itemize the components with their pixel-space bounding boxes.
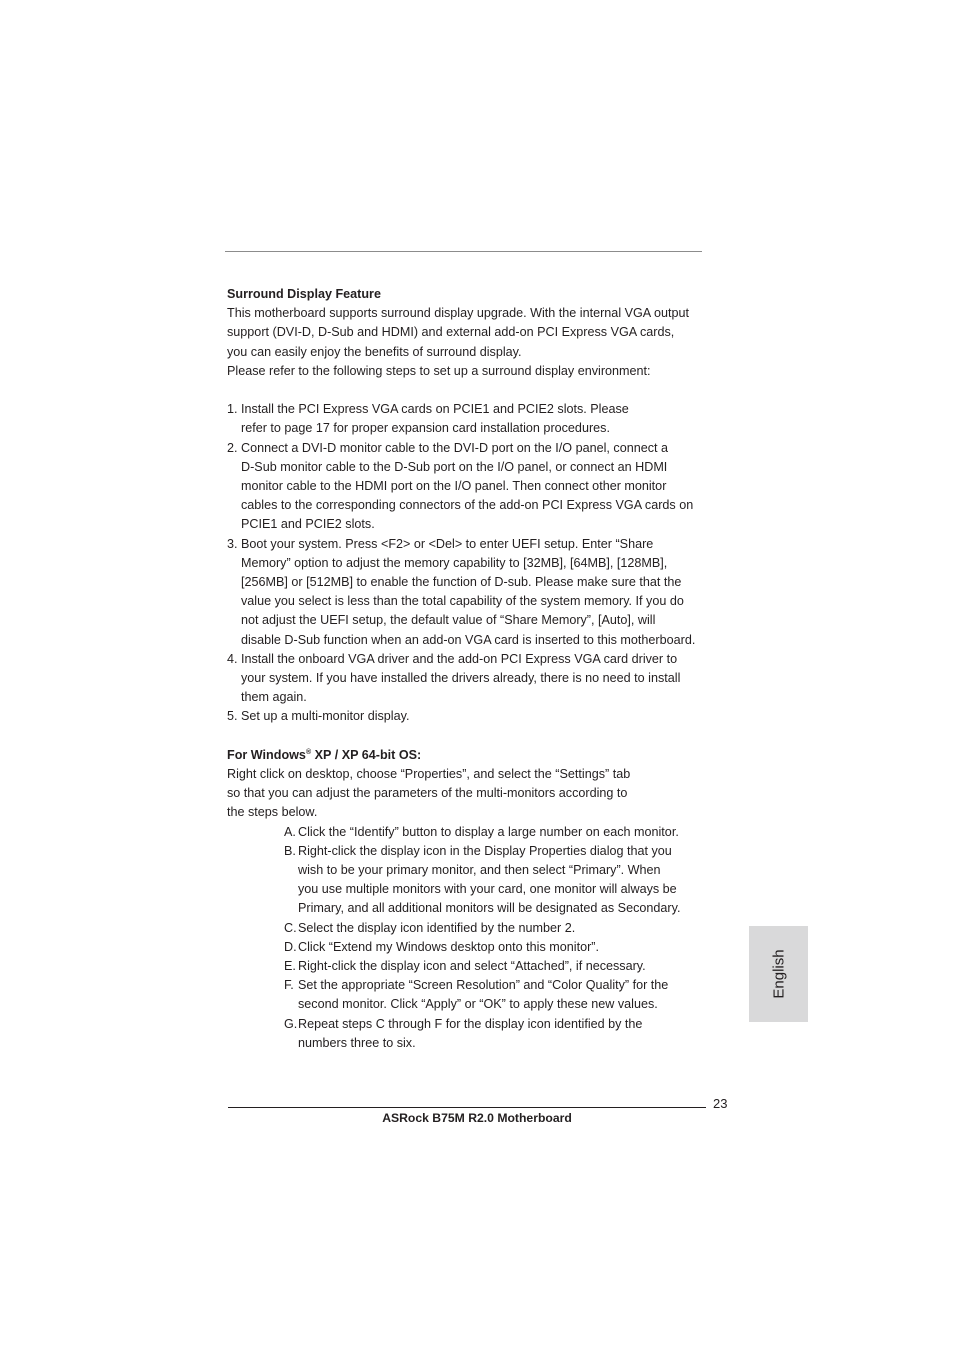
- os-heading-suffix: XP / XP 64-bit OS:: [311, 747, 422, 762]
- step-number: 2.: [227, 440, 238, 455]
- os-intro-line: the steps below.: [227, 805, 318, 820]
- os-heading-prefix: For Windows: [227, 747, 306, 762]
- step-item: [227, 535, 707, 650]
- intro-line: you can easily enjoy the benefits of surround display.: [227, 344, 522, 359]
- page-number: 23: [713, 1096, 728, 1111]
- step-line: PCIE1 and PCIE2 slots.: [241, 517, 375, 532]
- step-number: 5.: [227, 709, 238, 724]
- substep-line: Right-click the display icon and select “Attached”, if necessary.: [298, 959, 646, 974]
- substep-label: C.: [284, 920, 297, 935]
- step-line: Connect a DVI-D monitor cable to the DVI-D port on the I/O panel, connect a: [241, 440, 669, 455]
- step-line: D-Sub monitor cable to the D-Sub port on the I/O panel, or connect an HDMI: [241, 459, 668, 474]
- intro-line: This motherboard supports surround display upgrade. With the internal VGA output: [227, 306, 690, 321]
- substep-line: Set the appropriate “Screen Resolution” and “Color Quality” for the: [298, 978, 669, 993]
- language-tab: [749, 926, 808, 1022]
- substep-item: [284, 957, 707, 976]
- step-line: them again.: [241, 690, 307, 705]
- step-line: not adjust the UEFI setup, the default value of “Share Memory”, [Auto], will: [241, 613, 656, 628]
- substep-item: [284, 938, 707, 957]
- substep-item: [284, 823, 707, 842]
- substep-item: [284, 842, 707, 919]
- spacer: [227, 381, 707, 400]
- step-line: cables to the corresponding connectors of the add-on PCI Express VGA cards on: [241, 498, 694, 513]
- substep-label: E.: [284, 959, 296, 974]
- step-line: refer to page 17 for proper expansion card installation procedures.: [241, 421, 610, 436]
- substep-label: G.: [284, 1016, 298, 1031]
- substep-label: B.: [284, 843, 296, 858]
- step-line: value you select is less than the total capability of the system memory. If you do: [241, 594, 684, 609]
- os-intro-line: Right click on desktop, choose “Properties”, and select the “Settings” tab: [227, 767, 631, 782]
- step-item: [227, 707, 707, 726]
- registered-mark: ®: [305, 748, 312, 756]
- section-title: Surround Display Feature: [227, 287, 381, 301]
- spacer: [227, 727, 707, 746]
- substep-label: D.: [284, 939, 297, 954]
- substep-line: Right-click the display icon in the Display Properties dialog that you: [298, 843, 672, 858]
- step-number: 3.: [227, 536, 238, 551]
- step-line: [256MB] or [512MB] to enable the function of D-sub. Please make sure that the: [241, 575, 682, 590]
- substep-line: Select the display icon identified by the number 2.: [298, 920, 576, 935]
- substep-label: A.: [284, 824, 296, 839]
- substep-line: wish to be your primary monitor, and then select “Primary”. When: [298, 863, 661, 878]
- substep-line: numbers three to six.: [298, 1035, 416, 1050]
- substep-line: Click the “Identify” button to display a large number on each monitor.: [298, 824, 679, 839]
- bottom-divider: [228, 1107, 706, 1108]
- substep-line: Primary, and all additional monitors will be designated as Secondary.: [298, 901, 681, 916]
- substep-line: Repeat steps C through F for the display icon identified by the: [298, 1016, 643, 1031]
- document-body: [227, 285, 707, 1053]
- os-heading: [227, 746, 707, 765]
- substep-line: second monitor. Click “Apply” or “OK” to apply these new values.: [298, 997, 658, 1012]
- step-line: monitor cable to the HDMI port on the I/O panel. Then connect other monitor: [241, 479, 667, 494]
- substep-item: [284, 919, 707, 938]
- substep-line: Click “Extend my Windows desktop onto this monitor”.: [298, 939, 599, 954]
- substep-line: you use multiple monitors with your card, one monitor will always be: [298, 882, 677, 897]
- step-line: Install the onboard VGA driver and the add-on PCI Express VGA card driver to: [241, 651, 678, 666]
- step-number: 4.: [227, 651, 238, 666]
- step-number: 1.: [227, 402, 238, 417]
- footer-title: ASRock B75M R2.0 Motherboard: [382, 1111, 572, 1125]
- step-line: Memory” option to adjust the memory capability to [32MB], [64MB], [128MB],: [241, 555, 668, 570]
- language-tab-label: English: [770, 949, 787, 999]
- step-line: Install the PCI Express VGA cards on PCIE1 and PCIE2 slots. Please: [241, 402, 629, 417]
- step-line: Boot your system. Press <F2> or <Del> to enter UEFI setup. Enter “Share: [241, 536, 654, 551]
- step-item: [227, 650, 707, 708]
- step-line: Set up a multi-monitor display.: [241, 709, 410, 724]
- substep-item: [284, 976, 707, 1014]
- intro-line: support (DVI-D, D-Sub and HDMI) and external add-on PCI Express VGA cards,: [227, 325, 675, 340]
- step-line: disable D-Sub function when an add-on VGA card is inserted to this motherboard.: [241, 632, 696, 647]
- top-divider: [225, 251, 702, 252]
- step-item: [227, 400, 707, 438]
- step-line: your system. If you have installed the drivers already, there is no need to install: [241, 671, 681, 686]
- intro-line: Please refer to the following steps to set up a surround display environment:: [227, 363, 651, 378]
- substep-label: F.: [284, 978, 294, 993]
- os-intro-line: so that you can adjust the parameters of the multi-monitors according to: [227, 786, 628, 801]
- step-item: [227, 439, 707, 535]
- substep-item: [284, 1015, 707, 1053]
